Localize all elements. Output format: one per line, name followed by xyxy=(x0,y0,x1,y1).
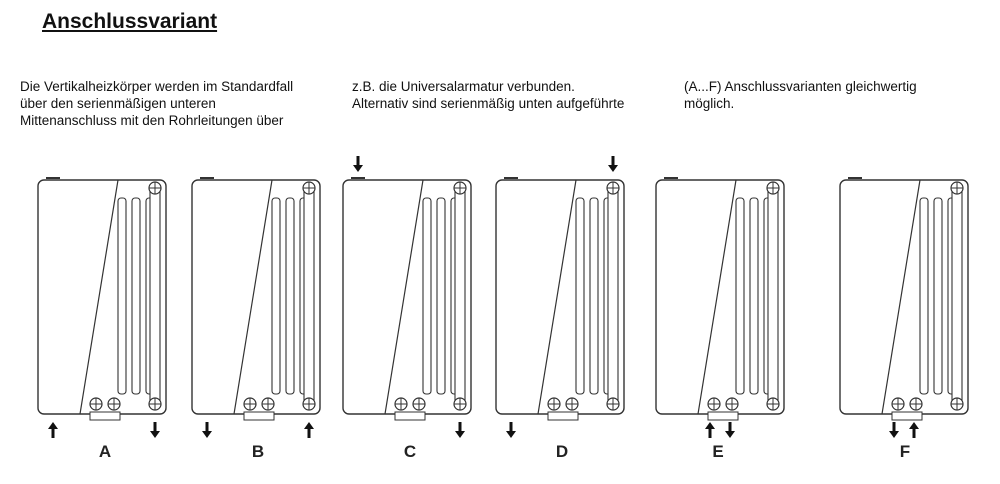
flow-arrow-down-icon xyxy=(608,156,618,172)
arrow-head-icon xyxy=(506,431,516,438)
radiator-e xyxy=(656,178,784,420)
arrow-head-icon xyxy=(455,431,465,438)
text-line: z.B. die Universalarmatur verbunden. xyxy=(352,79,575,94)
radiator-collector xyxy=(608,186,618,406)
radiator-collector xyxy=(455,186,465,406)
arrow-head-icon xyxy=(353,165,363,172)
flow-arrow-down-icon xyxy=(353,156,363,172)
radiator-c xyxy=(343,178,471,420)
text-line: (A...F) Anschlussvarianten gleichwertig xyxy=(684,79,917,94)
arrow-head-icon xyxy=(48,422,58,429)
text-line: Die Vertikalheizkörper werden im Standardfall xyxy=(20,79,294,94)
flow-arrow-up-icon xyxy=(909,422,919,438)
page-title: Anschlussvariant xyxy=(42,10,218,33)
arrow-head-icon xyxy=(304,422,314,429)
radiator-collector xyxy=(150,186,160,406)
variant-label-a: A xyxy=(98,442,112,461)
radiator-tube xyxy=(920,198,928,394)
variant-label-b: B xyxy=(251,442,265,461)
flow-arrow-down-icon xyxy=(455,422,465,438)
flow-arrow-down-icon xyxy=(202,422,212,438)
radiator-f xyxy=(840,178,968,420)
flow-arrow-up-icon xyxy=(48,422,58,438)
radiator-tube xyxy=(934,198,942,394)
flow-arrow-down-icon xyxy=(506,422,516,438)
connection-block xyxy=(708,412,738,420)
arrow-head-icon xyxy=(725,431,735,438)
flow-arrow-down-icon xyxy=(889,422,899,438)
radiator-tube xyxy=(736,198,744,394)
arrow-head-icon xyxy=(150,431,160,438)
flow-arrow-down-icon xyxy=(150,422,160,438)
radiator-tube xyxy=(576,198,584,394)
radiator-tube xyxy=(272,198,280,394)
connection-block xyxy=(892,412,922,420)
radiator-d xyxy=(496,178,624,420)
radiator-a xyxy=(38,178,166,420)
radiator-tube xyxy=(437,198,445,394)
connection-block xyxy=(244,412,274,420)
radiator-tube xyxy=(590,198,598,394)
arrow-head-icon xyxy=(705,422,715,429)
radiator-collector xyxy=(768,186,778,406)
text-line: möglich. xyxy=(684,96,735,111)
connection-block xyxy=(548,412,578,420)
flow-arrow-up-icon xyxy=(304,422,314,438)
connection-block xyxy=(395,412,425,420)
radiator-collector xyxy=(952,186,962,406)
radiator-tube xyxy=(132,198,140,394)
radiator-tube xyxy=(750,198,758,394)
arrow-head-icon xyxy=(202,431,212,438)
variant-label-d: D xyxy=(555,442,569,461)
text-line: Alternativ sind serienmäßig unten aufgeführte xyxy=(352,96,625,111)
arrow-head-icon xyxy=(608,165,618,172)
arrow-head-icon xyxy=(889,431,899,438)
radiator-tube xyxy=(118,198,126,394)
connection-block xyxy=(90,412,120,420)
radiator-tube xyxy=(286,198,294,394)
variant-label-f: F xyxy=(899,442,911,461)
radiator-b xyxy=(192,178,320,420)
flow-arrow-down-icon xyxy=(725,422,735,438)
arrow-head-icon xyxy=(909,422,919,429)
radiator-collector xyxy=(304,186,314,406)
variant-label-e: E xyxy=(712,442,724,461)
text-line: Mittenanschluss mit den Rohrleitungen über xyxy=(20,113,284,128)
variant-label-c: C xyxy=(403,442,417,461)
radiator-tube xyxy=(423,198,431,394)
flow-arrow-up-icon xyxy=(705,422,715,438)
text-line: über den serienmäßigen unteren xyxy=(20,96,216,111)
